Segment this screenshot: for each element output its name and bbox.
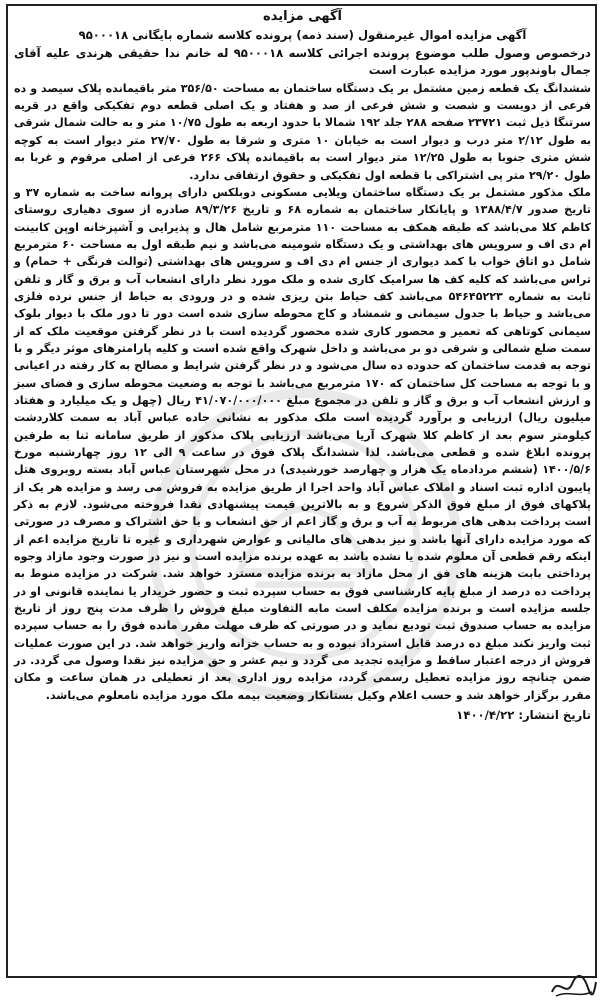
publication-date: تاریخ انتشار: ۱۴۰۰/۴/۲۲	[456, 708, 591, 723]
property-description: ششدانگ یک قطعه زمین مشتمل بر یک دستگاه ساختمان به مساحت ۳۵۶/۵۰ متر باقیمانده پلاک سیصد و ده فرعی از دویست و شصت و شش فرعی از صد و هفتاد و یک اصلی قطعه دوم تفکیکی واقع در قریه سرتنگا ذیل ثبت ۲۳۷۲۱ صفحه ۲۸۸ جلد ۱۹۲ شمالا با حدود اربعه به طول ۱۰/۷۵ متر و به حالت شمال شرقی به طول ۲/۱۲ متر درب و دیوار است به خیابان ۱۰ متری و شرقا به طول ۲۷/۷۰ متر دیوار است به کوچه شش متری جنوبا به طول ۱۲/۲۵ متر دیوار است به باقیمانده پلاک ۲۶۶ فرعی از اصلی مرقوم و غربا به طول ۲۹/۲۰ متر پی اشتراکی با قطعه اول تفکیکی و حقوق ارتفاقی ندارد.	[14, 81, 592, 182]
notice-content	[14, 8, 591, 724]
notice-title: آگهی مزایده	[263, 9, 342, 24]
notice-subtitle: آگهی مزایده اموال غیرمنقول (سند ذمه) پرونده کلاسه شماره بایگانی ۹۵۰۰۰۱۸	[78, 28, 527, 42]
notice-intro: درخصوص وصول طلب موضوع پرونده اجرائی کلاسه ۹۵۰۰۰۱۸ له خانم ندا حقیقی هرندی علیه آقای جمال باوندپور مورد مزایده عبارت است	[14, 45, 591, 78]
auction-terms: ملک مذکور مشتمل بر یک دستگاه ساختمان ویلایی مسکونی دوبلکس دارای پروانه ساخت به شماره ۳۷ و تاریخ صدور ۱۳۸۸/۴/۷ و پایانکار ساختمان به شماره ۶۸ و تاریخ ۸۹/۳/۲۶ صادره از سوی دهیاری روستای کاظم کلا می‌باشد که طبقه همکف به مساحت ۱۱۰ مترمربع شامل هال و پذیرایی و آشپزخانه اوپن کابینت ام دی اف و سرویس های بهداشتی و یک دستگاه شومینه می‌باشد و نیم طبقه اول به مساحت ۶۰ مترمربع شامل دو اتاق خواب با کمد دیواری از جنس ام دی اف و سرویس های بهداشتی (توالت فرنگی + حمام) و تراس می‌باشد که کلیه کف ها سرامیک کاری شده و ملک مورد نظر دارای انشعاب آب و برق و گاز و تلفن ثابت به شماره ۵۴۶۴۵۲۲۳ می‌باشد کف حیاط بتن ریزی شده و در ورودی به حیاط از جنس نرده فلزی می‌باشد و حیاط با جدول سیمانی و شمشاد و کاج محوطه سازی شده است دور تا دور ملک با دیوار بلوک سیمانی کوتاهی که تعمیر و محصور کاری شده محصور گردیده است با در نظر گرفتن موقعیت ملک که از سمت ضلع شمالی و شرقی دو بر می‌باشد و داخل شهرک واقع شده است و کلیه پارامترهای موثر دیگر و با توجه به قدمت ساختمان که حدوده ده سال می‌شود و در نظر گرفتن شرایط و مصالح به کار رفته در اعیانی و با توجه به مساحت کل ساختمان که ۱۷۰ مترمربع می‌باشد با توجه به وضعیت محوطه سازی و فضای سبز و ارزش انشعاب آب و برق و گاز و تلفن در مجموع مبلغ ۴۱/۰۷۰/۰۰۰/۰۰۰ ریال (چهل و یک میلیارد و هفتاد میلیون ریال) ارزیابی و برآورد گردیده است ملک مذکور به نشانی جاده عباس آباد به سمت کلاردشت کیلومتر سوم بعد از کاظم کلا شهرک آریا می‌باشد ارزیابی پلاک مذکور از طریق سامانه ثنا به طرفین پرونده ابلاغ شده و قطعی می‌باشد. لذا ششدانگ پلاک فوق در ساعت ۹ الی ۱۲ روز چهارشنبه مورخ ۱۴۰۰/۵/۶ (ششم مردادماه یک هزار و چهارصد خورشیدی) در محل شهرستان عباس آباد بسته روبروی هتل پایبون اداره ثبت اسناد و املاک عباس آباد واحد اجرا از طریق مزایده به فروش می رسد و مزایده هر یک از پلاکهای فوق از مبلغ فوق الذکر شروع و به بالاترین قیمت پیشنهادی نقدا فروخته می‌شود. لازم به ذکر است پرداخت بدهی های مربوط به آب و برق و گاز اعم از حق انشعاب و یا حق اشتراک و مصرف در صورتی که مورد مزایده دارای آنها باشد و نیز بدهی های مالیاتی و عوارض شهرداری و غیره تا تاریخ مزایده اعم از اینکه رقم قطعی آن معلوم شده یا نشده باشد به عهده برنده مزایده است و نیز در صورت وجود مازاد وجوه پرداختی بابت هزینه های فق از محل مازاد به برنده مزایده مسترد خواهد شد. شرکت در مزایده منوط به پرداخت ده درصد از مبلغ پایه کارشناسی فوق به حساب سپرده ثبت و حضور خریدار یا نماینده قانونی او در جلسه مزایده است و برنده مزایده مکلف است مابه التفاوت مبلغ فروش را ظرف مدت پنج روز از تاریخ مزایده به حساب صندوق ثبت تودیع نماید و در صورتی که ظرف مهلت مقرر مانده فوق را به حساب سپرده ثبت واریز نکند مبلغ ده درصد قابل استرداد نبوده و به حساب خزانه واریز خواهد شد. در این صورت عملیات فروش از درجه اعتبار ساقط و مزایده تجدید می گردد و نیم عشر و حق مزایده نیز نقدا وصول می گردد. در ضمن چنانچه روز مزایده تعطیل رسمی گردد، مزایده روز اداری بعد از تعطیلی در همان ساعت و مکان مقرر برگزار خواهد شد و حسب اعلام وکیل بستانکار وضعیت بیمه ملک مورد مزایده نامعلوم می‌باشد.	[14, 185, 591, 702]
signature-icon	[548, 972, 598, 1000]
